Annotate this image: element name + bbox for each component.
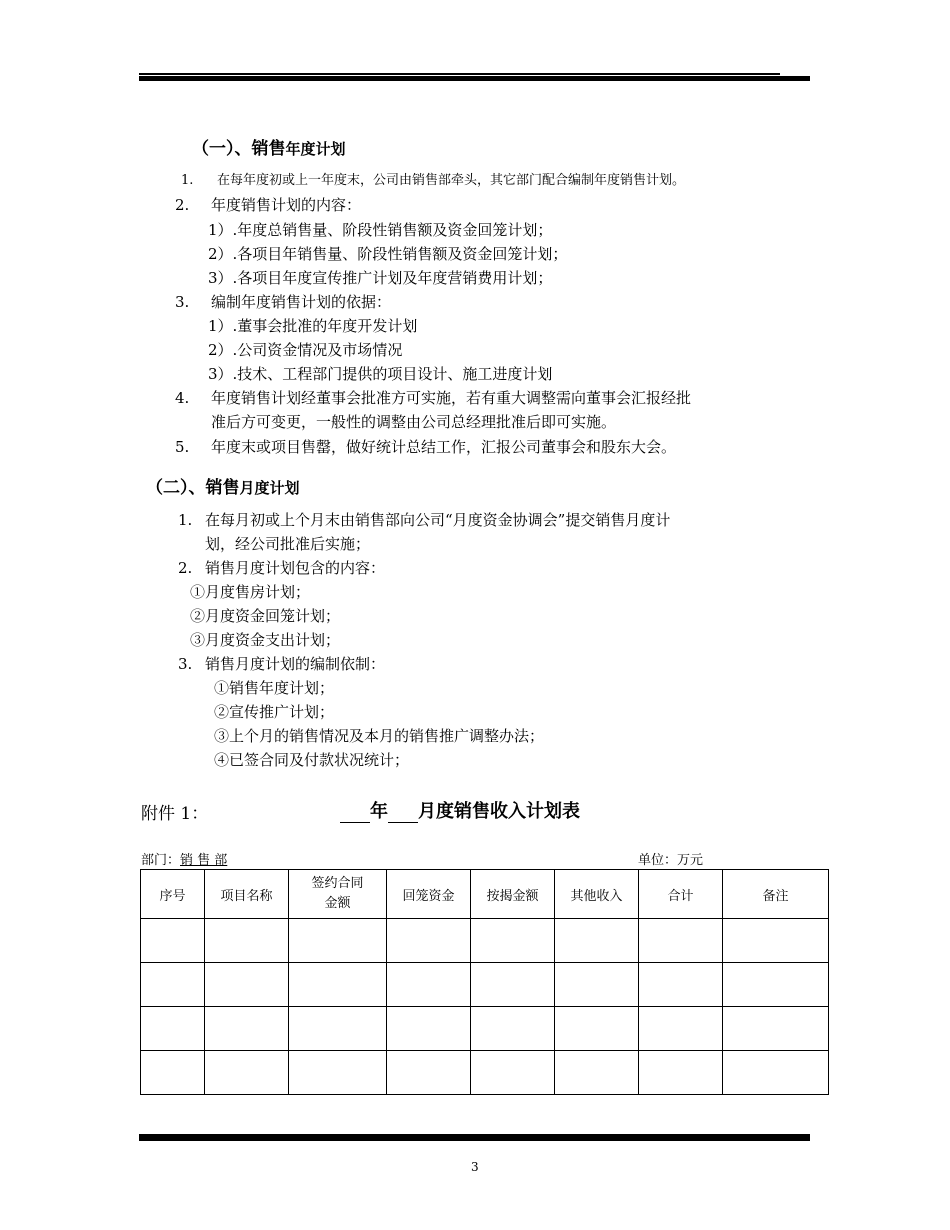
table-cell[interactable] [471, 1007, 555, 1051]
table-cell[interactable] [205, 919, 289, 963]
department-field: 部门：销 售 部 [141, 853, 228, 868]
list-item: ②月度资金回笼计划； [190, 607, 341, 625]
table-cell[interactable] [387, 1051, 471, 1095]
list-item: ③上个月的销售情况及本月的销售推广调整办法； [214, 727, 545, 745]
table-cell[interactable] [723, 1007, 829, 1051]
sales-income-plan-table [140, 869, 829, 1095]
col-header: 项目名称 [205, 870, 289, 919]
list-item: ②宣传推广计划； [214, 703, 335, 721]
col-header: 备注 [723, 870, 829, 919]
table-row [141, 1051, 829, 1095]
list-item: ①月度售房计划； [190, 583, 311, 601]
table-cell[interactable] [387, 1007, 471, 1051]
col-header: 签约合同 金额 [289, 870, 387, 919]
table-row [141, 919, 829, 963]
table-cell[interactable] [205, 1051, 289, 1095]
table-cell[interactable] [639, 1051, 723, 1095]
table-cell[interactable] [639, 919, 723, 963]
table-cell[interactable] [723, 919, 829, 963]
table-cell[interactable] [205, 963, 289, 1007]
list-item: ③月度资金支出计划； [190, 631, 341, 649]
table-cell[interactable] [639, 963, 723, 1007]
section2-heading: （二）、销售月度计划 [146, 478, 300, 498]
table-row [141, 1007, 829, 1051]
table-cell[interactable] [639, 1007, 723, 1051]
form-title: 年 月度销售收入计划表 [340, 797, 580, 823]
table-cell[interactable] [555, 1007, 639, 1051]
table-cell[interactable] [141, 1051, 205, 1095]
list-item: ④已签合同及付款状况统计； [214, 751, 410, 769]
table-cell[interactable] [471, 963, 555, 1007]
table-cell[interactable] [471, 919, 555, 963]
table-row [141, 963, 829, 1007]
table-cell[interactable] [387, 919, 471, 963]
list-item: 5. 年度末或项目售罄，做好统计总结工作，汇报公司董事会和股东大会。 [175, 438, 677, 456]
table-cell[interactable] [289, 1007, 387, 1051]
list-item: 2. 销售月度计划包含的内容： [178, 559, 386, 577]
table-cell[interactable] [723, 1051, 829, 1095]
header-rule [139, 73, 810, 82]
section1-heading: （一）、销售年度计划 [192, 139, 346, 159]
list-item: 3. 销售月度计划的编制依制： [178, 655, 386, 673]
table-cell[interactable] [471, 1051, 555, 1095]
table-cell[interactable] [141, 1007, 205, 1051]
list-item: 3）.各项目年度宣传推广计划及年度营销费用计划； [208, 269, 553, 287]
list-item: 1）.年度总销售量、阶段性销售额及资金回笼计划； [208, 221, 553, 239]
col-header: 合计 [639, 870, 723, 919]
col-header: 按揭金额 [471, 870, 555, 919]
col-header: 序号 [141, 870, 205, 919]
month-blank [388, 804, 418, 823]
table-cell[interactable] [555, 919, 639, 963]
table-cell[interactable] [141, 919, 205, 963]
list-item: 3）.技术、工程部门提供的项目设计、施工进度计划 [208, 365, 553, 383]
year-blank [340, 804, 370, 823]
table-cell[interactable] [289, 963, 387, 1007]
table-cell[interactable] [141, 963, 205, 1007]
list-item: 划，经公司批准后实施； [205, 535, 371, 553]
list-item: 2）.各项目年销售量、阶段性销售额及资金回笼计划； [208, 245, 568, 263]
attachment-label: 附件 1： [141, 804, 209, 824]
footer-rule [139, 1134, 810, 1141]
table-cell[interactable] [205, 1007, 289, 1051]
list-item: 3. 编制年度销售计划的依据： [175, 293, 392, 311]
list-item: ①销售年度计划； [214, 679, 335, 697]
list-item: 2）.公司资金情况及市场情况 [208, 341, 403, 359]
page-number: 3 [471, 1160, 479, 1174]
table-cell[interactable] [555, 1051, 639, 1095]
list-item: 准后方可变更，一般性的调整由公司总经理批准后即可实施。 [211, 413, 617, 431]
unit-label: 单位：万元 [638, 853, 704, 868]
list-item: 1. 在每月初或上个月末由销售部向公司“月度资金协调会”提交销售月度计 [178, 511, 671, 529]
table-cell[interactable] [555, 963, 639, 1007]
list-item: 4. 年度销售计划经董事会批准方可实施，若有重大调整需向董事会汇报经批 [175, 389, 692, 407]
col-header: 其他收入 [555, 870, 639, 919]
table-cell[interactable] [289, 919, 387, 963]
table-cell[interactable] [387, 963, 471, 1007]
table-cell[interactable] [289, 1051, 387, 1095]
table-header-row [141, 870, 829, 919]
list-item: 1. 在每年度初或上一年度末，公司由销售部牵头，其它部门配合编制年度销售计划。 [181, 173, 686, 188]
table-cell[interactable] [723, 963, 829, 1007]
col-header: 回笼资金 [387, 870, 471, 919]
list-item: 1）.董事会批准的年度开发计划 [208, 317, 418, 335]
list-item: 2. 年度销售计划的内容： [175, 196, 362, 214]
